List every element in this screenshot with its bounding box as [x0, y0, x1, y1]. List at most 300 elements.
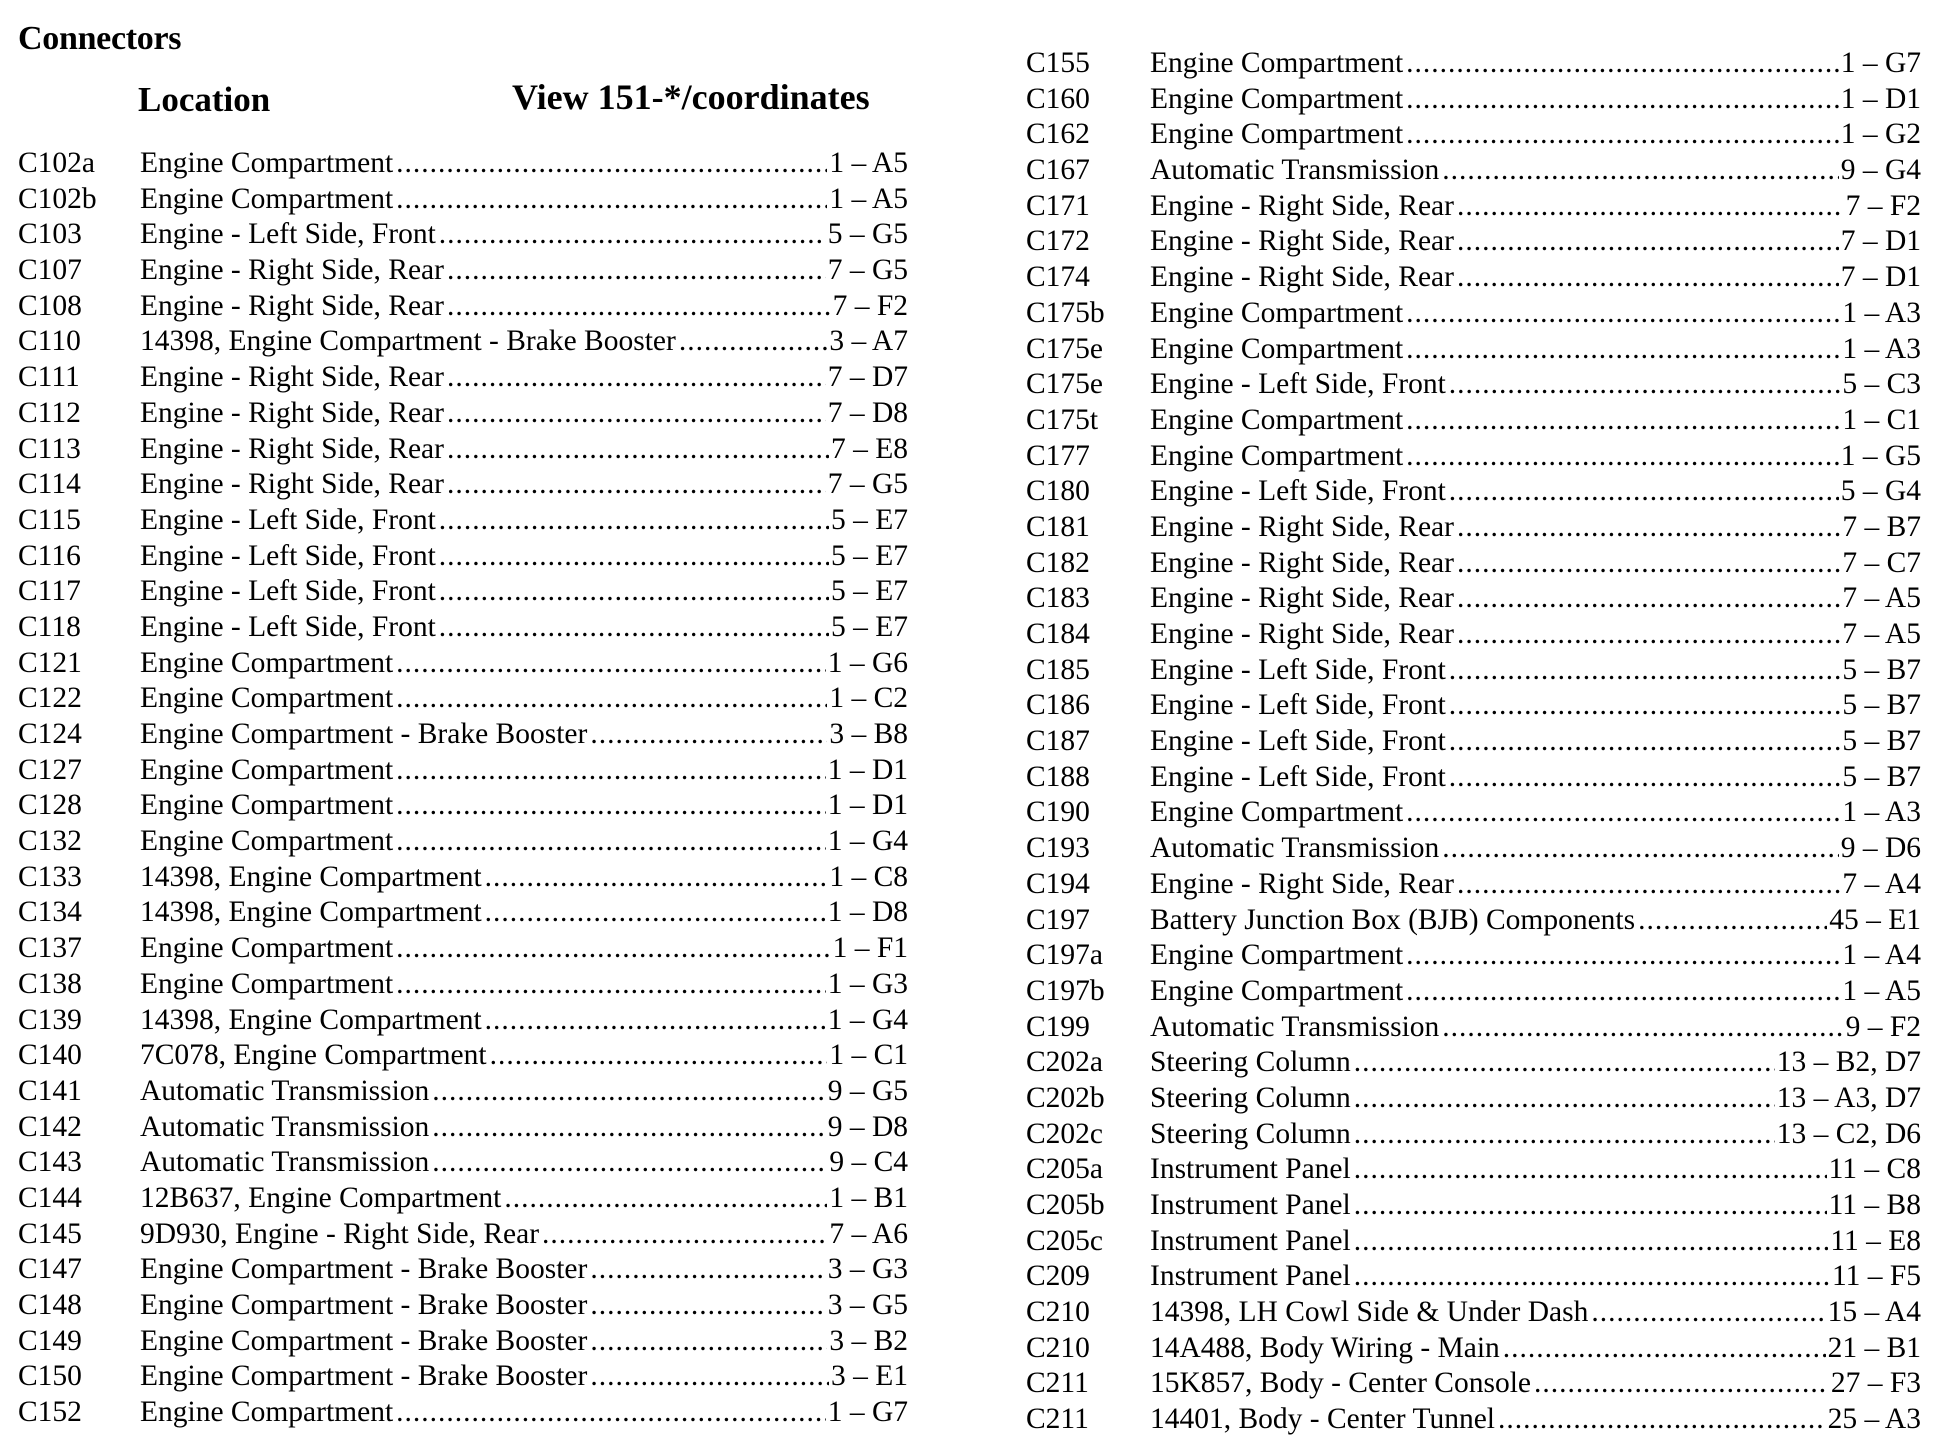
dot-leader	[485, 861, 828, 894]
view-coordinate: 1 – A3	[1842, 296, 1921, 329]
connector-location: Engine - Left Side, Front	[140, 539, 436, 572]
connector-code: C132	[18, 825, 82, 858]
dot-leader	[485, 1004, 826, 1037]
connector-code: C142	[18, 1110, 82, 1143]
dot-leader	[1534, 1367, 1829, 1400]
dot-leader	[1449, 368, 1841, 401]
connector-row	[18, 1360, 908, 1396]
connector-row	[1026, 725, 1921, 761]
view-coordinate: 5 – E7	[830, 610, 908, 643]
connector-code: C175b	[1026, 296, 1105, 329]
dot-leader	[396, 825, 826, 858]
connector-row	[1026, 368, 1921, 404]
connector-location: 15K857, Body - Center Console	[1150, 1367, 1532, 1400]
view-coordinate: 1 – B1	[829, 1181, 908, 1214]
connector-row	[1026, 1153, 1921, 1189]
connector-row	[1026, 618, 1921, 654]
view-coordinate: 7 – D1	[1840, 261, 1921, 294]
connector-location: Engine - Right Side, Rear	[140, 361, 444, 394]
connector-row	[1026, 47, 1921, 83]
connector-row	[18, 1111, 908, 1147]
connector-code: C175t	[1026, 403, 1099, 436]
connector-row	[1026, 1011, 1921, 1047]
view-coordinate: 1 – G7	[827, 1396, 908, 1429]
connector-list-left	[18, 147, 908, 1432]
dot-leader	[1457, 261, 1839, 294]
view-coordinate: 1 – C1	[829, 1039, 908, 1072]
view-coordinate: 15 – A4	[1827, 1296, 1921, 1329]
connector-row	[1026, 225, 1921, 261]
connector-code: C134	[18, 896, 82, 929]
connector-code: C150	[18, 1360, 82, 1393]
connector-location: Automatic Transmission	[1150, 154, 1440, 187]
connector-location: Steering Column	[1150, 1046, 1351, 1079]
connector-list-right	[1026, 47, 1921, 1439]
connector-code: C210	[1026, 1296, 1090, 1329]
connector-code: C167	[1026, 154, 1090, 187]
connector-location: Engine Compartment	[140, 825, 394, 858]
connector-row	[1026, 1082, 1921, 1118]
view-coordinate: 1 – D8	[827, 896, 908, 929]
connector-row	[18, 397, 908, 433]
connector-code: C197	[1026, 903, 1090, 936]
connector-location: Engine Compartment	[140, 646, 394, 679]
connector-location: Engine Compartment - Brake Booster	[140, 1324, 588, 1357]
dot-leader	[1406, 440, 1839, 473]
dot-leader	[1354, 1118, 1775, 1151]
connector-location: Automatic Transmission	[140, 1146, 430, 1179]
view-coordinate: 7 – D8	[827, 396, 908, 429]
connector-location: 14398, Engine Compartment	[140, 1003, 482, 1036]
connector-location: Engine - Left Side, Front	[140, 503, 436, 536]
connector-row	[1026, 868, 1921, 904]
connector-code: C133	[18, 860, 82, 893]
dot-leader	[1498, 1403, 1826, 1436]
dot-leader	[1406, 47, 1839, 80]
connector-row	[1026, 582, 1921, 618]
connector-code: C148	[18, 1289, 82, 1321]
connector-row	[18, 433, 908, 469]
connector-location: Engine - Right Side, Rear	[140, 289, 444, 322]
connector-row	[18, 218, 908, 254]
connector-location: Engine Compartment	[1150, 296, 1404, 329]
connector-row	[18, 754, 908, 790]
dot-leader	[490, 1039, 828, 1072]
dot-leader	[396, 968, 826, 1001]
connector-row	[18, 1182, 908, 1218]
connector-row	[18, 1039, 908, 1075]
view-coordinate: 7 – F2	[1845, 189, 1921, 222]
view-coordinate: 7 – A5	[1842, 618, 1921, 650]
view-coordinate: 1 – C2	[829, 682, 908, 715]
connector-code: C177	[1026, 439, 1090, 472]
dot-leader	[1406, 297, 1840, 330]
view-coordinate: 5 – B7	[1842, 653, 1921, 686]
connector-row	[18, 1004, 908, 1040]
connector-row	[1026, 1118, 1921, 1154]
connector-row	[1026, 1225, 1921, 1261]
connector-code: C174	[1026, 261, 1090, 294]
connector-location: Instrument Panel	[1150, 1224, 1351, 1257]
connector-row	[18, 932, 908, 968]
dot-leader	[1457, 582, 1840, 615]
connector-code: C199	[1026, 1010, 1090, 1043]
view-coordinate: 7 – D7	[827, 361, 908, 394]
connector-location: 14398, Engine Compartment	[140, 896, 482, 929]
view-coordinate: 7 – A6	[829, 1217, 908, 1250]
connector-code: C209	[1026, 1260, 1090, 1293]
view-coordinate: 1 – A5	[1842, 974, 1921, 1007]
dot-leader	[396, 754, 826, 787]
connector-location: Instrument Panel	[1150, 1153, 1351, 1186]
connector-row	[18, 718, 908, 754]
connector-row	[18, 325, 908, 361]
connector-location: Engine Compartment	[1150, 332, 1404, 365]
connector-row	[1026, 475, 1921, 511]
connector-code: C202a	[1026, 1046, 1104, 1079]
dot-leader	[447, 254, 826, 287]
connector-row	[18, 1253, 908, 1289]
view-coordinate: 1 – G2	[1840, 118, 1921, 151]
view-coordinate: 27 – F3	[1830, 1367, 1921, 1400]
view-coordinate: 5 – E7	[830, 539, 908, 572]
connector-row	[18, 896, 908, 932]
dot-leader	[447, 397, 826, 430]
connector-row	[18, 682, 908, 718]
connector-row	[1026, 1296, 1921, 1332]
connector-row	[1026, 904, 1921, 940]
dot-leader	[1591, 1296, 1825, 1329]
location-column-header: Location	[138, 80, 271, 119]
connector-location: 14A488, Body Wiring - Main	[1150, 1331, 1500, 1364]
view-coordinate: 5 – B7	[1842, 689, 1921, 722]
dot-leader	[590, 1253, 825, 1286]
view-coordinate: 7 – C7	[1842, 546, 1921, 579]
connector-location: Engine - Left Side, Front	[140, 610, 436, 643]
connector-row	[1026, 1189, 1921, 1225]
connector-code: C202c	[1026, 1117, 1104, 1150]
dot-leader	[1457, 618, 1840, 651]
view-coordinate: 1 – G3	[827, 967, 908, 1000]
connector-location: Engine Compartment - Brake Booster	[140, 1289, 588, 1321]
dot-leader	[1449, 725, 1841, 758]
connector-row	[1026, 1260, 1921, 1296]
connector-row	[1026, 511, 1921, 547]
view-coordinate: 3 – G5	[827, 1289, 908, 1321]
dot-leader	[1354, 1189, 1827, 1222]
view-coordinate: 7 – F2	[832, 289, 908, 322]
dot-leader	[439, 218, 826, 251]
connector-location: Steering Column	[1150, 1117, 1351, 1150]
connector-location: 12B637, Engine Compartment	[140, 1181, 502, 1214]
connector-location: Engine - Right Side, Rear	[1150, 618, 1454, 650]
dot-leader	[447, 361, 826, 394]
connector-code: C102a	[18, 147, 96, 179]
dot-leader	[485, 896, 826, 929]
view-coordinate: 1 – G6	[827, 646, 908, 679]
connector-code: C205b	[1026, 1189, 1105, 1221]
connector-row	[1026, 190, 1921, 226]
view-coordinate: 7 – G5	[827, 254, 908, 287]
view-coordinate: 1 – A5	[829, 182, 908, 215]
connector-row	[1026, 547, 1921, 583]
connector-location: Engine - Right Side, Rear	[140, 432, 444, 465]
connector-location: Engine Compartment	[140, 789, 394, 822]
connector-row	[18, 183, 908, 219]
connector-code: C152	[18, 1396, 82, 1429]
connector-code: C124	[18, 718, 82, 750]
dot-leader	[1449, 689, 1841, 722]
connector-row	[18, 1075, 908, 1111]
view-coordinate: 3 – B8	[829, 718, 908, 750]
connector-row	[18, 361, 908, 397]
connector-location: Engine - Left Side, Front	[140, 575, 436, 608]
connector-code: C127	[18, 753, 82, 786]
connector-code: C205c	[1026, 1224, 1104, 1257]
dot-leader	[1406, 975, 1840, 1008]
view-coordinate: 1 – G4	[827, 825, 908, 858]
view-coordinate: 13 – A3, D7	[1776, 1081, 1921, 1114]
connector-code: C185	[1026, 653, 1090, 686]
connector-row	[1026, 1403, 1921, 1439]
view-coordinate: 9 – C4	[829, 1146, 908, 1179]
dot-leader	[1457, 511, 1840, 544]
connector-location: Engine Compartment	[140, 753, 394, 786]
view-coordinate: 7 – E8	[830, 432, 908, 465]
connector-location: 14401, Body - Center Tunnel	[1150, 1403, 1495, 1436]
connector-row	[1026, 440, 1921, 476]
connector-code: C197b	[1026, 974, 1105, 1007]
view-coordinate: 9 – D8	[827, 1110, 908, 1143]
connector-code: C184	[1026, 618, 1090, 650]
connector-code: C117	[18, 575, 81, 608]
dot-leader	[1354, 1046, 1775, 1079]
dot-leader	[1406, 404, 1840, 437]
connector-code: C205a	[1026, 1153, 1104, 1186]
view-coordinate: 5 – G5	[827, 218, 908, 251]
connector-location: Engine - Right Side, Rear	[140, 468, 444, 501]
connector-location: Instrument Panel	[1150, 1260, 1351, 1293]
view-coordinate: 7 – D1	[1840, 225, 1921, 258]
dot-leader	[439, 611, 829, 644]
view-coordinate: 7 – A5	[1842, 582, 1921, 615]
connector-row	[18, 1325, 908, 1361]
connector-code: C113	[18, 432, 81, 465]
dot-leader	[432, 1146, 827, 1179]
connector-row	[18, 254, 908, 290]
dot-leader	[396, 932, 830, 965]
dot-leader	[432, 1111, 825, 1144]
connector-row	[1026, 975, 1921, 1011]
view-coordinate: 5 – E7	[830, 575, 908, 608]
connector-code: C172	[1026, 225, 1090, 258]
connector-code: C187	[1026, 725, 1090, 758]
connector-row	[1026, 654, 1921, 690]
connector-location: Automatic Transmission	[1150, 832, 1440, 865]
connector-code: C181	[1026, 510, 1090, 543]
connector-location: Engine - Left Side, Front	[1150, 760, 1446, 793]
connector-code: C180	[1026, 475, 1090, 508]
view-coordinate: 1 – D1	[827, 753, 908, 786]
view-coordinate: 1 – C1	[1842, 403, 1921, 436]
view-coordinate: 5 – C3	[1842, 368, 1921, 401]
view-coordinate: 7 – B7	[1842, 510, 1921, 543]
connector-code: C139	[18, 1003, 82, 1036]
connector-code: C175e	[1026, 332, 1104, 365]
connector-code: C137	[18, 932, 82, 965]
dot-leader	[396, 789, 826, 822]
dot-leader	[1442, 154, 1838, 187]
connector-location: Engine - Right Side, Rear	[1150, 867, 1454, 900]
connector-location: 14398, LH Cowl Side & Under Dash	[1150, 1296, 1589, 1329]
connector-code: C143	[18, 1146, 82, 1179]
view-coordinate: 21 – B1	[1827, 1331, 1921, 1364]
connector-row	[1026, 1046, 1921, 1082]
dot-leader	[1457, 225, 1839, 258]
connector-code: C186	[1026, 689, 1090, 722]
connector-location: Steering Column	[1150, 1081, 1351, 1114]
view-coordinate: 9 – D6	[1840, 832, 1921, 865]
connector-location: Engine Compartment	[140, 932, 394, 965]
view-coordinate: 1 – A5	[829, 147, 908, 179]
view-coordinate: 9 – G4	[1840, 154, 1921, 187]
connector-row	[1026, 297, 1921, 333]
connector-row	[1026, 333, 1921, 369]
connector-location: Engine - Left Side, Front	[1150, 725, 1446, 758]
dot-leader	[1354, 1153, 1827, 1186]
view-coordinate: 5 – G4	[1840, 475, 1921, 508]
dot-leader	[1354, 1260, 1830, 1293]
connector-location: Engine Compartment	[140, 182, 394, 215]
dot-leader	[1442, 1011, 1843, 1044]
dot-leader	[1449, 761, 1841, 794]
view-coordinate: 1 – D1	[827, 789, 908, 822]
view-coordinate: 5 – B7	[1842, 760, 1921, 793]
connector-location: Engine Compartment	[140, 147, 394, 179]
dot-leader	[1449, 654, 1841, 687]
dot-leader	[1406, 333, 1840, 366]
connector-code: C128	[18, 789, 82, 822]
view-coordinate: 1 – A3	[1842, 332, 1921, 365]
dot-leader	[504, 1182, 827, 1215]
connector-location: Engine - Right Side, Rear	[140, 254, 444, 287]
view-coordinate: 5 – E7	[830, 503, 908, 536]
view-coordinate: 1 – A3	[1842, 796, 1921, 829]
connector-location: Engine Compartment	[1150, 796, 1404, 829]
connector-row	[1026, 761, 1921, 797]
dot-leader	[679, 325, 828, 358]
connector-row	[18, 1218, 908, 1254]
view-coordinate: 13 – B2, D7	[1776, 1046, 1921, 1079]
connector-code: C145	[18, 1217, 82, 1250]
connector-code: C141	[18, 1074, 82, 1107]
connector-location: Engine Compartment	[1150, 939, 1404, 972]
connector-code: C112	[18, 396, 81, 429]
connector-row	[1026, 404, 1921, 440]
connector-row	[18, 825, 908, 861]
view-coordinate: 1 – C8	[829, 860, 908, 893]
view-coordinate: 11 – B8	[1828, 1189, 1921, 1221]
connector-row	[1026, 796, 1921, 832]
connector-code: C190	[1026, 796, 1090, 829]
connector-row	[1026, 689, 1921, 725]
connector-code: C188	[1026, 760, 1090, 793]
view-coordinate: 9 – F2	[1845, 1010, 1921, 1043]
connector-code: C140	[18, 1039, 82, 1072]
dot-leader	[590, 1325, 827, 1358]
dot-leader	[590, 1289, 825, 1322]
connector-code: C108	[18, 289, 82, 322]
connector-code: C160	[1026, 82, 1090, 115]
connector-location: Engine - Right Side, Rear	[1150, 510, 1454, 543]
connector-location: Engine Compartment	[140, 967, 394, 1000]
view-coordinate: 3 – A7	[829, 325, 908, 358]
dot-leader	[1354, 1225, 1829, 1258]
connector-location: Engine - Left Side, Front	[1150, 475, 1446, 508]
view-coordinate: 3 – E1	[830, 1360, 908, 1393]
connector-location: 9D930, Engine - Right Side, Rear	[140, 1217, 540, 1250]
connector-location: Engine - Left Side, Front	[1150, 689, 1446, 722]
connector-code: C107	[18, 254, 82, 287]
connector-location: Battery Junction Box (BJB) Components	[1150, 903, 1636, 936]
connector-location: Engine Compartment	[1150, 118, 1404, 151]
connector-code: C162	[1026, 118, 1090, 151]
connector-row	[1026, 1332, 1921, 1368]
view-coordinate: 1 – G4	[827, 1003, 908, 1036]
dot-leader	[1449, 475, 1839, 508]
dot-leader	[396, 183, 827, 216]
connector-location: Engine Compartment	[140, 682, 394, 715]
dot-leader	[447, 468, 826, 501]
connector-code: C144	[18, 1181, 82, 1214]
connector-row	[1026, 1367, 1921, 1403]
connector-location: Engine - Left Side, Front	[1150, 368, 1446, 401]
connector-row	[18, 611, 908, 647]
view-coordinate: 5 – B7	[1842, 725, 1921, 758]
connector-row	[18, 468, 908, 504]
view-coordinate: 1 – A4	[1842, 939, 1921, 972]
dot-leader	[1457, 190, 1844, 223]
page-title: Connectors	[18, 20, 182, 57]
dot-leader	[1457, 868, 1840, 901]
view-coordinate: 11 – F5	[1831, 1260, 1921, 1293]
dot-leader	[396, 682, 827, 715]
dot-leader	[447, 290, 831, 323]
connector-row	[18, 1289, 908, 1325]
connector-location: Engine - Left Side, Front	[140, 218, 436, 251]
connector-location: Engine - Right Side, Rear	[1150, 189, 1454, 222]
connector-row	[1026, 83, 1921, 119]
view-coordinate: 7 – A4	[1842, 867, 1921, 900]
dot-leader	[447, 433, 829, 466]
dot-leader	[1406, 83, 1839, 116]
view-coordinate: 3 – G3	[827, 1253, 908, 1286]
connector-code: C175e	[1026, 368, 1104, 401]
view-coordinate: 1 – G5	[1840, 439, 1921, 472]
connector-row	[18, 861, 908, 897]
connector-location: Engine - Right Side, Rear	[1150, 546, 1454, 579]
connector-location: Engine Compartment	[1150, 82, 1404, 115]
dot-leader	[396, 1396, 826, 1429]
connector-code: C202b	[1026, 1081, 1105, 1114]
view-coordinate: 7 – G5	[827, 468, 908, 501]
connector-row	[18, 540, 908, 576]
connector-code: C193	[1026, 832, 1090, 865]
dot-leader	[439, 575, 829, 608]
connector-location: Engine Compartment	[1150, 403, 1404, 436]
connector-location: Automatic Transmission	[1150, 1010, 1440, 1043]
connector-code: C182	[1026, 546, 1090, 579]
